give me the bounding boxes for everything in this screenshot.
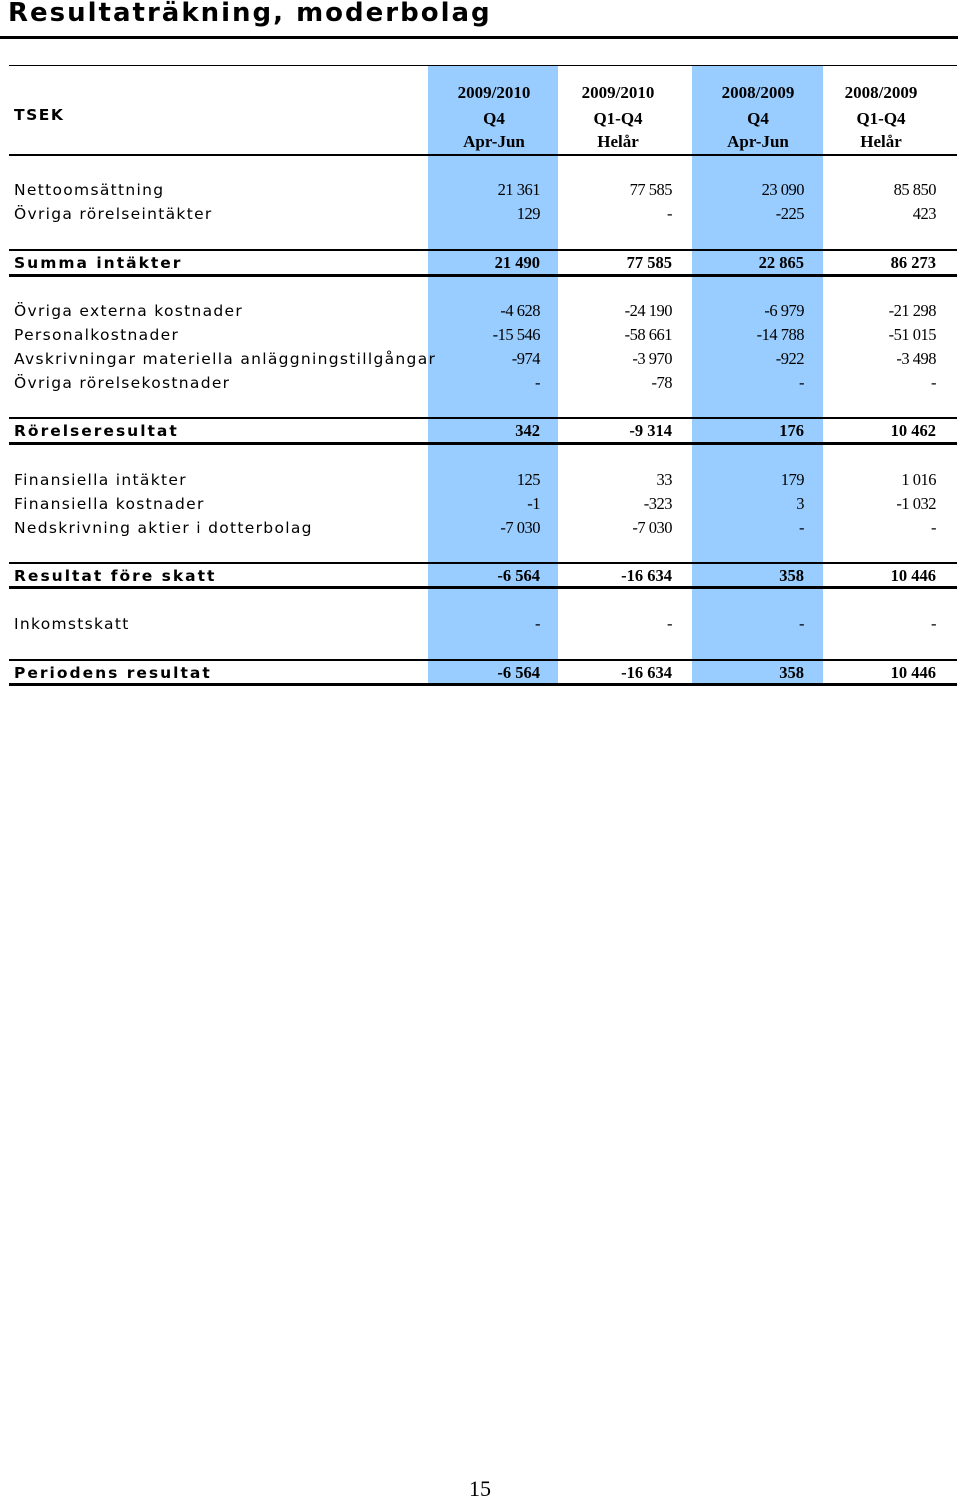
cell-value: 77 585 [629,180,672,199]
row-label: Rörelseresultat [14,422,179,440]
row-label: Finansiella kostnader [14,495,205,513]
table-row [0,347,960,371]
subtotal-row [0,419,960,443]
cell-value: -225 [775,204,804,223]
cell-value: - [931,614,936,633]
row-label: Personalkostnader [14,326,180,344]
cell-value: - [535,373,540,392]
row-label: Inkomstskatt [14,615,130,633]
cell-value: 358 [779,663,804,682]
cell-value: - [799,518,804,537]
cell-value: -16 634 [621,663,672,682]
cell-value: -323 [643,494,672,513]
cell-value: -16 634 [621,566,672,585]
cell-value: - [799,614,804,633]
cell-value: - [667,204,672,223]
cell-value: 179 [780,470,804,489]
cell-value: - [535,614,540,633]
column-period: Q4 [483,109,505,128]
cell-value: -7 030 [632,518,672,537]
cell-value: 33 [656,470,672,489]
table-row [0,323,960,347]
table-row [0,468,960,492]
cell-value: 358 [779,566,804,585]
row-label: Nettoomsättning [14,181,165,199]
table-row [0,202,960,226]
cell-value: 3 [796,494,804,513]
subtotal-row [0,564,960,588]
cell-value: 125 [516,470,540,489]
column-year: 2009/2010 [457,83,531,102]
table-top-rule [9,65,957,66]
subtotal-rule [9,442,957,445]
cell-value: -922 [775,349,804,368]
page-number: 15 [469,1476,491,1501]
cell-value: -3 970 [632,349,672,368]
table-row [0,178,960,202]
cell-value: 129 [516,204,540,223]
row-label: Avskrivningar materiella anläggningstillgångar [14,350,437,368]
cell-value: -6 564 [497,566,540,585]
row-label: Resultat före skatt [14,567,217,585]
cell-value: - [799,373,804,392]
cell-value: 86 273 [890,253,936,272]
cell-value: -21 298 [888,301,936,320]
cell-value: -51 015 [888,325,936,344]
column-span: Helår [860,132,902,151]
cell-value: -1 032 [896,494,936,513]
cell-value: -24 190 [624,301,672,320]
unit-label: TSEK [14,106,65,124]
cell-value: -6 564 [497,663,540,682]
cell-value: -14 788 [756,325,804,344]
row-label: Övriga externa kostnader [14,302,244,320]
cell-value: 21 361 [497,180,540,199]
column-period: Q1-Q4 [856,109,906,128]
cell-value: 342 [515,421,540,440]
table-row [0,371,960,395]
cell-value: -4 628 [500,301,540,320]
cell-value: -974 [511,349,540,368]
row-label: Nedskrivning aktier i dotterbolag [14,519,313,537]
column-year: 2008/2009 [721,83,795,102]
title-rule [0,36,958,39]
column-header-1 [424,80,564,155]
table-row [0,516,960,540]
cell-value: - [667,614,672,633]
cell-value: 77 585 [626,253,672,272]
subtotal-rule [9,274,957,277]
table-row [0,299,960,323]
cell-value: - [931,518,936,537]
column-year: 2008/2009 [844,83,918,102]
cell-value: 85 850 [893,180,936,199]
column-span: Helår [597,132,639,151]
cell-value: 10 462 [890,421,936,440]
column-header-2 [548,80,688,155]
row-label: Övriga rörelsekostnader [14,374,231,392]
column-span: Apr-Jun [727,132,789,151]
table-row [0,492,960,516]
cell-value: -58 661 [624,325,672,344]
cell-value: -1 [527,494,540,513]
column-period: Q4 [747,109,769,128]
column-span: Apr-Jun [463,132,525,151]
column-header-4 [811,80,951,155]
column-period: Q1-Q4 [593,109,643,128]
column-header-3 [688,80,828,155]
cell-value: 423 [912,204,936,223]
cell-value: -6 979 [764,301,804,320]
cell-value: 10 446 [890,663,936,682]
row-label: Övriga rörelseintäkter [14,205,213,223]
row-label: Summa intäkter [14,254,183,272]
table-row [0,612,960,636]
subtotal-row [0,251,960,275]
cell-value: 176 [779,421,804,440]
cell-value: 22 865 [758,253,804,272]
cell-value: -78 [651,373,672,392]
row-label: Finansiella intäkter [14,471,187,489]
cell-value: 1 016 [901,470,936,489]
total-row [0,661,960,685]
cell-value: -9 314 [629,421,672,440]
cell-value: -7 030 [500,518,540,537]
cell-value: -3 498 [896,349,936,368]
row-label: Periodens resultat [14,664,212,682]
cell-value: 23 090 [761,180,804,199]
cell-value: 21 490 [494,253,540,272]
column-year: 2009/2010 [581,83,655,102]
cell-value: 10 446 [890,566,936,585]
subtotal-rule [9,586,957,589]
page-title: Resultaträkning, moderbolag [8,0,492,28]
total-rule [9,683,957,686]
cell-value: -15 546 [492,325,540,344]
cell-value: - [931,373,936,392]
